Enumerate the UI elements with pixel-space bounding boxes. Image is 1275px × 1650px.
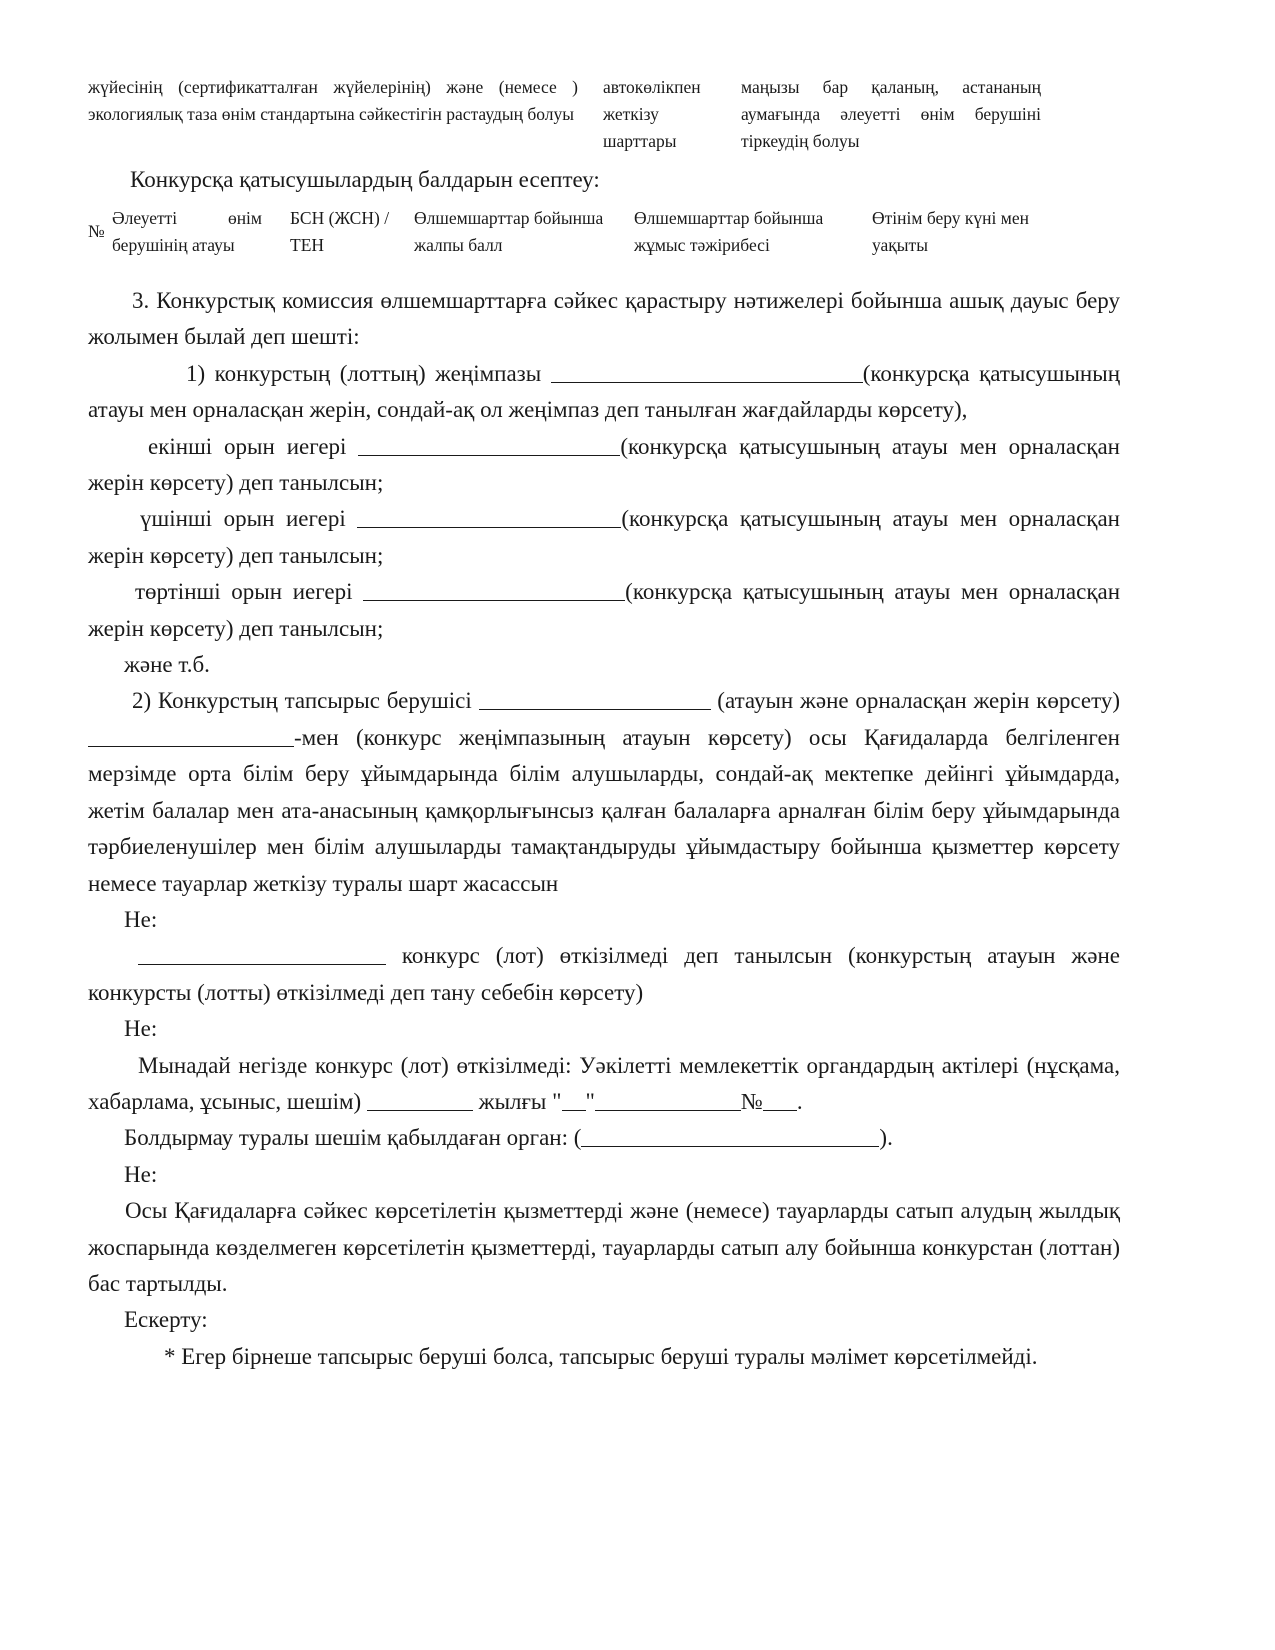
decision-section — [88, 283, 1120, 1375]
col-total-score: Өлшемшарттар бойынша жалпы балл — [414, 208, 604, 255]
fourth-place-blank — [363, 578, 625, 601]
customer-contract-paragraph — [88, 683, 1120, 901]
second-place-paragraph — [88, 429, 1120, 502]
second-place-instructions: (конкурсқа қатысушының атауы мен орналасқан жерін көрсету) деп танылсын; — [88, 433, 1120, 496]
winner-instructions: (конкурсқа қатысушының атауы мен орналасқан жерін, сондай-ақ ол жеңімпаз деп танылған жағдайларды көрсету), — [88, 360, 1120, 423]
col-bin: БСН (ЖСН) / ТЕН — [290, 208, 390, 255]
col-submission-datetime: Өтінім беру күні мен уақыты — [872, 208, 1029, 255]
cancel-organ-blank — [581, 1124, 879, 1147]
note-label: Ескерту: — [124, 1307, 208, 1333]
etc-line: және т.б. — [124, 652, 210, 678]
basis-year-word: жылғы — [478, 1088, 547, 1114]
col-number: № — [88, 221, 105, 241]
basis-date-blank — [367, 1088, 473, 1111]
or-line-1: Не: — [124, 906, 158, 932]
customer-label: 2) Конкурстың тапсырыс берушісі — [132, 688, 472, 714]
failed-text: конкурс (лот) өткізілмеді деп танылсын (конкурстың атауын және конкурсты (лотты) өткізілмеді деп тану себебін көрсету) — [88, 943, 1121, 1005]
second-place-blank — [358, 433, 620, 456]
winner-paragraph — [88, 356, 1120, 429]
winner-label: 1) конкурстың (лоттың) жеңімпазы — [186, 360, 542, 386]
fourth-place-paragraph — [88, 574, 1120, 647]
criteria-cell-certification: жүйесінің (сертификатталған жүйелерінің) және (немесе ) экологиялық таза өнім стандартына сәйкестігін растаудың болуы — [88, 77, 578, 124]
failed-blank — [138, 942, 386, 965]
basis-day-blank — [562, 1088, 586, 1111]
criteria-cell-delivery: автокөлікпен жеткізу шарттары — [603, 77, 701, 151]
criteria-cell-registration: маңызы бар қаланың, астананың аумағында әлеуетті өнім берушіні тіркеудің болуы — [741, 77, 1041, 151]
basis-quote-close: " — [585, 1088, 595, 1114]
customer-instructions: (атауын және орналасқан жерін көрсету) — [717, 688, 1121, 714]
third-place-label: үшінші орын иегері — [140, 506, 346, 532]
col-supplier-name: Әлеуетті өнім берушінің атауы — [112, 208, 262, 255]
score-calc-heading: Конкурсқа қатысушылардың балдарын есептеу: — [130, 167, 600, 192]
third-place-blank — [357, 505, 621, 528]
second-place-label: екінші орын иегері — [148, 433, 347, 459]
section3-intro: 3. Конкурстық комиссия өлшемшарттарға сәйкес қарастыру нәтижелері бойынша ашық дауыс беру жолымен былай деп шешті: — [88, 288, 1120, 350]
note-text: * Егер бірнеше тапсырыс беруші болса, тапсырыс беруші туралы мәлімет көрсетілмейді. — [164, 1343, 1038, 1369]
or-line-3: Не: — [124, 1161, 158, 1187]
score-table-header — [88, 205, 1048, 265]
fourth-place-instructions: (конкурсқа қатысушының атауы мен орналасқан жерін көрсету) деп танылсын; — [88, 579, 1121, 641]
failed-paragraph — [88, 938, 1120, 1011]
fourth-place-label: төртінші орын иегері — [135, 579, 353, 605]
basis-number-blank — [763, 1088, 797, 1111]
basis-paragraph — [88, 1048, 1120, 1121]
third-place-paragraph — [88, 501, 1120, 574]
cancel-organ-line — [88, 1120, 1120, 1156]
customer-blank — [479, 687, 711, 710]
basis-month-blank — [595, 1088, 741, 1111]
basis-number-sign: № — [740, 1088, 763, 1114]
or-line-2: Не: — [124, 1016, 158, 1042]
contract-text: -мен (конкурс жеңімпазының атауын көрсету) осы Қағидаларда белгіленген мерзімде орта білім беру ұйымдарында білім алушыларды, сондай-ақ мектепке дейінгі ұйымдарда, жетім балалар мен ата-анасының қамқорлығынсыз қалған балаларға арналған білім беру ұйымдарында тәрбиеленушілер мен білім алушыларды тамақтандыруды ұйымдастыру бойынша қызметтер көрсету немесе тауарлар жеткізу туралы шарт жасассын — [88, 724, 1120, 896]
winner-blank — [551, 360, 863, 383]
basis-text: Мынадай негізде конкурс (лот) өткізілмеді: Уәкілетті мемлекеттік органдардың актілері (нұсқама, хабарлама, ұсыныс, шешім) — [88, 1052, 1120, 1114]
refusal-paragraph: Осы Қағидаларға сәйкес көрсетілетін қызметтерді және (немесе) тауарларды сатып алудың жылдық жоспарында көзделмеген көрсетілетін қызметтерді, тауарларды сатып алу бойынша конкурстан (лоттан) бас тартылды. — [88, 1198, 1120, 1296]
cancel-organ-close: ). — [879, 1125, 893, 1151]
cancel-organ-label: Болдырмау туралы шешім қабылдаған орган: ( — [124, 1125, 582, 1151]
winner-name-blank — [88, 724, 294, 747]
basis-quote-open: " — [552, 1088, 562, 1114]
col-experience: Өлшемшарттар бойынша жұмыс тәжірибесі — [634, 208, 824, 255]
basis-end: . — [796, 1088, 803, 1114]
third-place-instructions: (конкурсқа қатысушының атауы мен орналасқан жерін көрсету) деп танылсын; — [88, 506, 1120, 568]
